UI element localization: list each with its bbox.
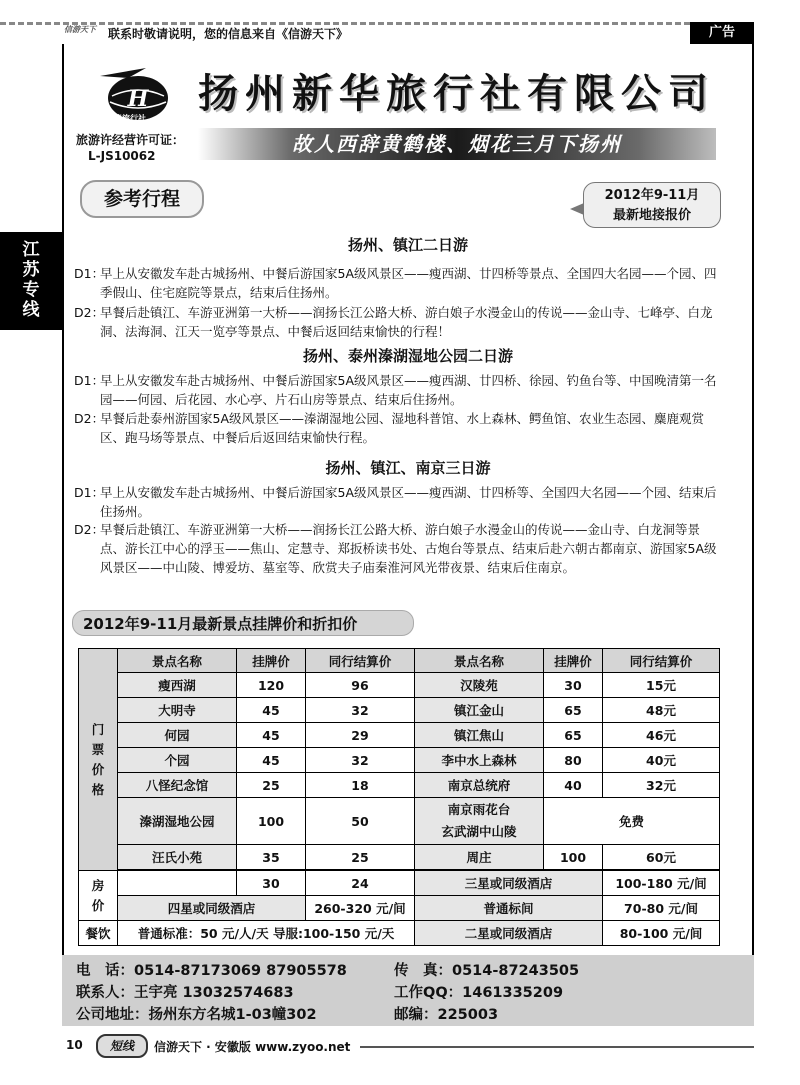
page-number: 10 xyxy=(66,1038,83,1052)
ad-label: 广告 xyxy=(690,22,754,44)
itinerary-day xyxy=(74,483,724,521)
ticket-price-side-label: 门票价格 xyxy=(79,649,118,871)
meal-side-label: 餐饮 xyxy=(79,921,118,946)
column-header: 同行结算价 xyxy=(306,649,415,673)
itinerary-day xyxy=(74,264,724,302)
day-label: D2： xyxy=(74,411,105,426)
day-text: 早餐后赴镇江、车游亚洲第一大桥——润扬长江公路大桥、游白娘子水漫金山的传说——金山寺、白龙洞等景点、游长江中心的浮玉——焦山、定慧寺、郑扳桥读书处、古炮台等景点、结束后赴六朝古都南京、游国家5A级风景区——中山陵、博爱坊、墓室等、欣赏夫子庙秦淮河风光带夜景、结束后住南京。 xyxy=(100,522,717,575)
notice-text: 联系时敬请说明，您的信息来自《信游天下》 xyxy=(108,27,349,41)
top-bar xyxy=(0,0,800,44)
day-label: D1： xyxy=(74,485,105,500)
column-header: 挂牌价 xyxy=(237,649,306,673)
svg-text:H: H xyxy=(127,86,149,112)
day-text: 早餐后赴镇江、车游亚洲第一大桥——润扬长江公路大桥、游白娘子水漫金山的传说——金山寺、七峰亭、白龙洞、法海洞、江天一览亭等景点、中餐后返回结束愉快的行程！ xyxy=(100,305,713,339)
logo-caption: 新华旅行社 xyxy=(106,114,146,123)
column-header: 景点名称 xyxy=(415,649,544,673)
itinerary-day xyxy=(74,371,724,409)
column-header: 景点名称 xyxy=(118,649,237,673)
contact-person-text: 联系人：王宇亮 13032574683 xyxy=(76,985,294,1001)
table-row: 个园 45 32 李中水上森林 80 40元 xyxy=(79,748,720,773)
route-title: 扬州、泰州溱湖湿地公园二日游 xyxy=(302,347,513,365)
zip-text: 邮编：225003 xyxy=(394,1007,499,1023)
table-row: 溱湖湿地公园 100 50 南京雨花台 玄武湖中山陵 免费 xyxy=(79,798,720,845)
hotel-price-side-label: 房价 xyxy=(79,871,118,921)
day-text: 早上从安徽发车赴古城扬州、中餐后游国家5A级风景区——瘦西湖、廿四桥等景点、全国四大名园——个园、四季假山、住宅庭院等景点，结束后住扬州。 xyxy=(100,266,717,300)
hotel-row: 四星或同级酒店 260-320 元/间 普通标间 70-80 元/间 xyxy=(79,896,720,921)
table-row: 何园 45 29 镇江焦山 65 46元 xyxy=(79,723,720,748)
price-note-bubble xyxy=(583,182,721,228)
fax-text: 传 真：0514-87243505 xyxy=(394,963,580,979)
itinerary-day xyxy=(74,409,724,447)
day-text: 早餐后赴泰州游国家5A级风景区——溱湖湿地公园、湿地科普馆、水上森林、鳄鱼馆、农业生态园、麋鹿观赏区、跑马场等景点、中餐后后返回结束愉快行程。 xyxy=(100,411,705,445)
day-label: D2： xyxy=(74,305,105,320)
price-note-line2: 最新地接报价 xyxy=(612,208,691,223)
slogan-banner: 故人西辞黄鹤楼、烟花三月下扬州 xyxy=(198,128,716,160)
table-row: 大明寺 45 32 镇江金山 65 48元 xyxy=(79,698,720,723)
price-table xyxy=(78,648,720,946)
route-title: 扬州、镇江、南京三日游 xyxy=(325,459,491,477)
license-label: 旅游许经营许可证： xyxy=(76,133,185,147)
scenic-price-title: 2012年9-11月最新景点挂牌价和折扣价 xyxy=(72,610,414,636)
day-label: D1： xyxy=(74,373,105,388)
day-label: D1： xyxy=(74,266,105,281)
table-row: 八怪纪念馆 25 18 南京总统府 40 32元 xyxy=(79,773,720,798)
day-text: 早上从安徽发车赴古城扬州、中餐后游国家5A级风景区——瘦西湖、廿四桥等、全国四大名园——个园、结束后住扬州。 xyxy=(100,485,717,519)
section-badge: 短线 xyxy=(96,1034,148,1058)
footer-divider xyxy=(360,1046,754,1048)
publication-logo: 信游天下 xyxy=(64,25,96,34)
day-text: 早上从安徽发车赴古城扬州、中餐后游国家5A级风景区——瘦西湖、廿四桥、徐园、钓鱼台等、中国晚清第一名园——何园、后花园、水心亭、片石山房等景点、结束后住扬州。 xyxy=(100,373,717,407)
hotel-row: 房价 30 24 三星或同级酒店 100-180 元/间 xyxy=(79,871,720,896)
day-label: D2： xyxy=(74,522,105,537)
route-title: 扬州、镇江二日游 xyxy=(347,236,468,254)
address-text: 公司地址：扬州东方名城1-03幢302 xyxy=(76,1007,317,1023)
table-row: 瘦西湖 120 96 汉陵苑 30 15元 xyxy=(79,673,720,698)
price-note-line1: 2012年9-11月 xyxy=(604,188,700,203)
column-header: 挂牌价 xyxy=(544,649,603,673)
itinerary-day xyxy=(74,303,724,341)
contact-panel xyxy=(62,955,754,1026)
column-header: 同行结算价 xyxy=(603,649,720,673)
itinerary-day xyxy=(74,520,724,577)
table-header-row xyxy=(79,649,720,673)
publication-footer: 信游天下 · 安徽版 www.zyoo.net xyxy=(154,1040,351,1054)
side-tab-label: 江苏专线 xyxy=(22,240,40,320)
side-tab xyxy=(0,232,62,330)
phone-text: 电 话：0514-87173069 87905578 xyxy=(76,963,347,979)
itinerary-title: 参考行程 xyxy=(80,180,204,218)
table-row: 汪氏小苑 35 25 周庄 100 60元 xyxy=(79,845,720,870)
license-number: L-JS10062 xyxy=(88,149,156,163)
qq-text: 工作QQ：1461335209 xyxy=(394,985,564,1001)
company-name: 扬州新华旅行社有限公司 xyxy=(198,70,715,117)
meal-row: 餐饮 普通标准：50 元/人/天 导服:100-150 元/天 二星或同级酒店 80-100 元/间 xyxy=(79,921,720,946)
